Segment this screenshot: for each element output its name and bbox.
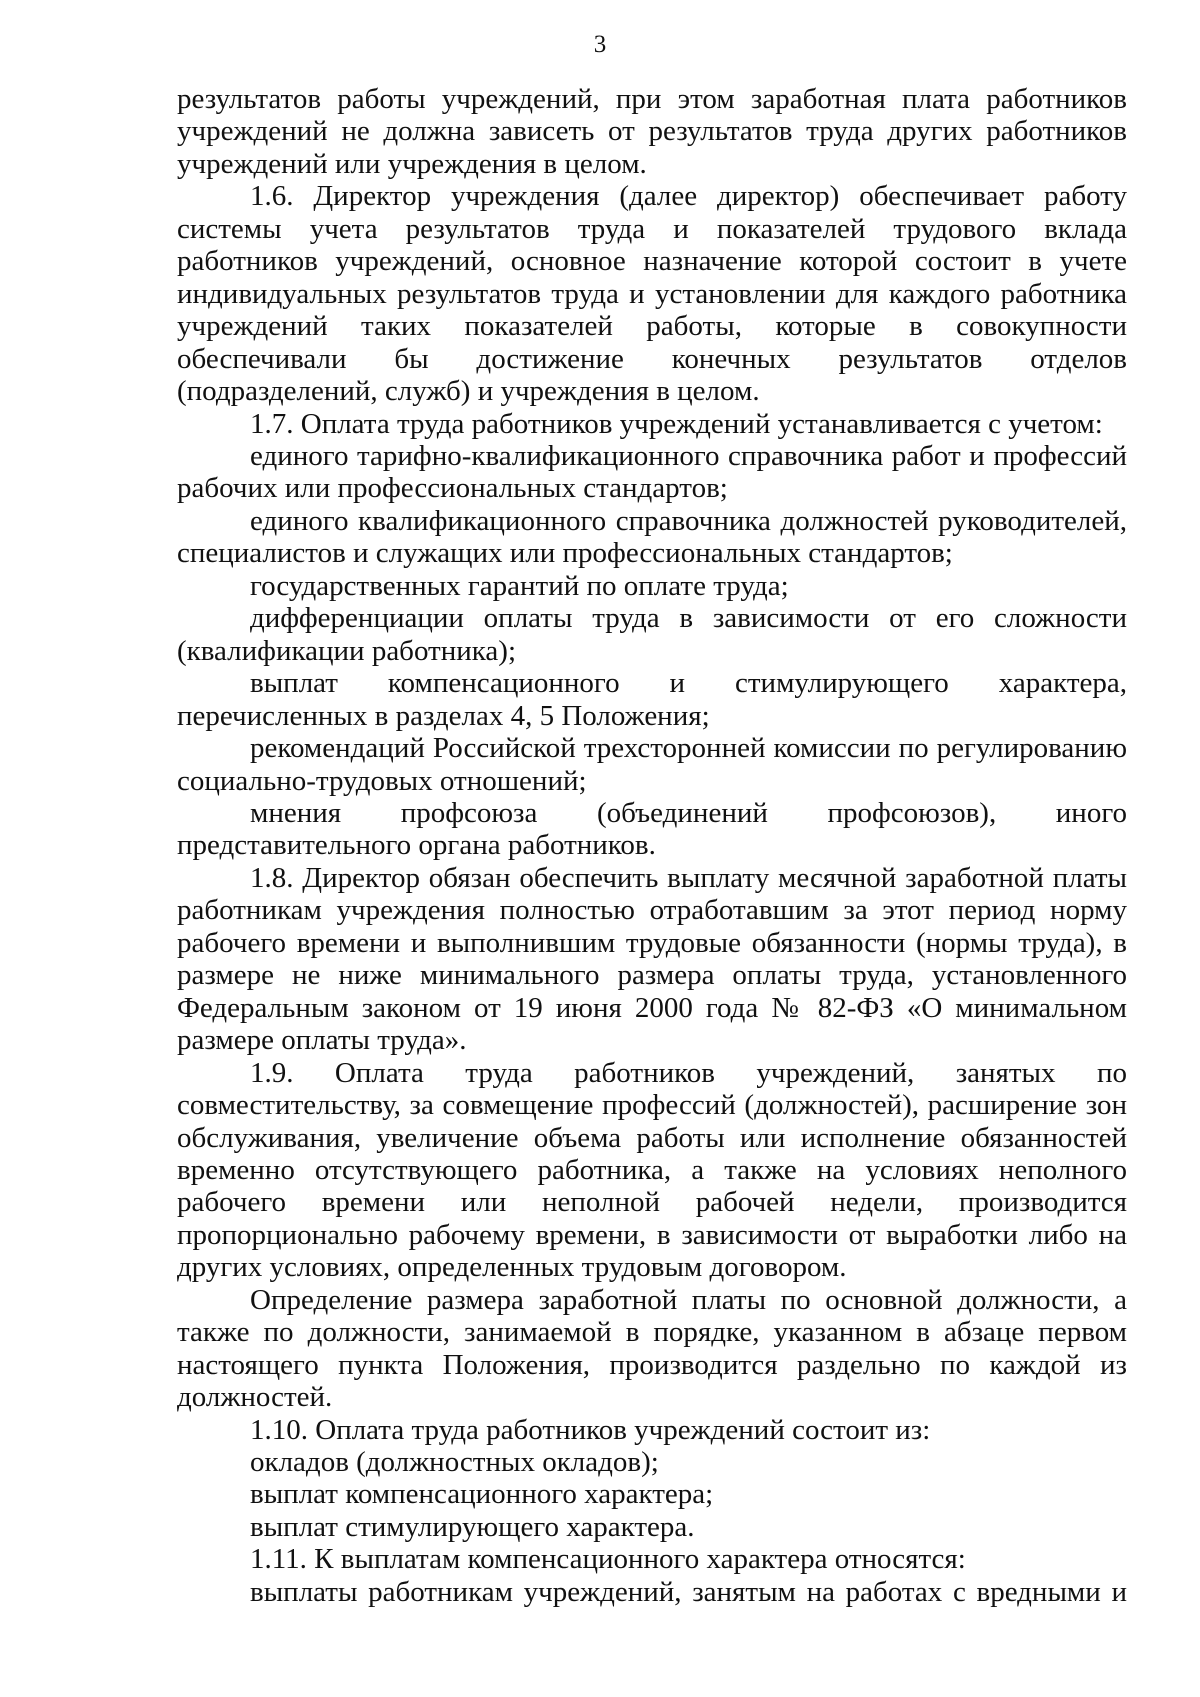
paragraph: результатов работы учреждений, при этом заработная плата работников учреждений не должна зависеть от результатов труда других работников учреждений или учреждения в целом. (177, 83, 1127, 180)
document-body (177, 83, 1127, 1608)
paragraph: единого квалификационного справочника должностей руководителей, специалистов и служащих или профессиональных стандартов; (177, 504, 1127, 570)
paragraph: единого тарифно-квалификационного справочника работ и профессий рабочих или профессиональных стандартов; (177, 439, 1127, 505)
paragraph: 1.6. Директор учреждения (далее директор) обеспечивает работу системы учета результатов труда и показателей трудового вклада работников учреждений, основное назначение которой состоит в учете индивидуальных результатов труда и установлении для каждого работника учреждений таких показателей работы, которые в совокупности обеспечивали бы достижение конечных результатов отделов (подразделений, служб) и учреждения в целом. (177, 180, 1127, 408)
page-number: 3 (593, 31, 607, 58)
paragraph: выплат стимулирующего характера. (250, 1510, 695, 1543)
paragraph: выплат компенсационного характера; (250, 1478, 714, 1511)
paragraph: 1.11. К выплатам компенсационного характера относятся: (250, 1543, 966, 1576)
paragraph: 1.10. Оплата труда работников учреждений состоит из: (250, 1413, 931, 1446)
paragraph: мнения профсоюза (объединений профсоюзов), иного представительного органа работников. (177, 796, 1127, 862)
paragraph: 1.8. Директор обязан обеспечить выплату месячной заработной платы работникам учреждения полностью отработавшим за этот период норму рабочего времени и выполнившим трудовые обязанности (нормы труда), в размере не ниже минимального размера оплаты труда, установленного Федеральным законом от 19 июня 2000 года № 82-ФЗ «О минимальном размере оплаты труда». (177, 861, 1127, 1057)
paragraph: 1.7. Оплата труда работников учреждений устанавливается с учетом: (250, 407, 1103, 440)
paragraph: окладов (должностных окладов); (250, 1446, 659, 1479)
paragraph: государственных гарантий по оплате труда; (250, 569, 789, 602)
paragraph: выплат компенсационного и стимулирующего характера, перечисленных в разделах 4, 5 Положения; (177, 667, 1127, 732)
paragraph: Определение размера заработной платы по основной должности, а также по должности, занимаемой в порядке, указанном в абзаце первом настоящего пункта Положения, производится раздельно по каждой из должностей. (177, 1283, 1127, 1414)
paragraph: дифференциации оплаты труда в зависимости от его сложности (квалификации работника); (177, 602, 1127, 667)
paragraph: выплаты работникам учреждений, занятым на работах с вредными и (250, 1575, 1127, 1608)
paragraph: рекомендаций Российской трехсторонней комиссии по регулированию социально-трудовых отношений; (177, 732, 1127, 797)
paragraph: 1.9. Оплата труда работников учреждений, занятых по совместительству, за совмещение профессий (должностей), расширение зон обслуживания, увеличение объема работы или исполнение обязанностей временно отсутствующего работника, а также на условиях неполного рабочего времени или неполной рабочей недели, производится пропорционально рабочему времени, в зависимости от выработки либо на других условиях, определенных трудовым договором. (177, 1056, 1127, 1284)
